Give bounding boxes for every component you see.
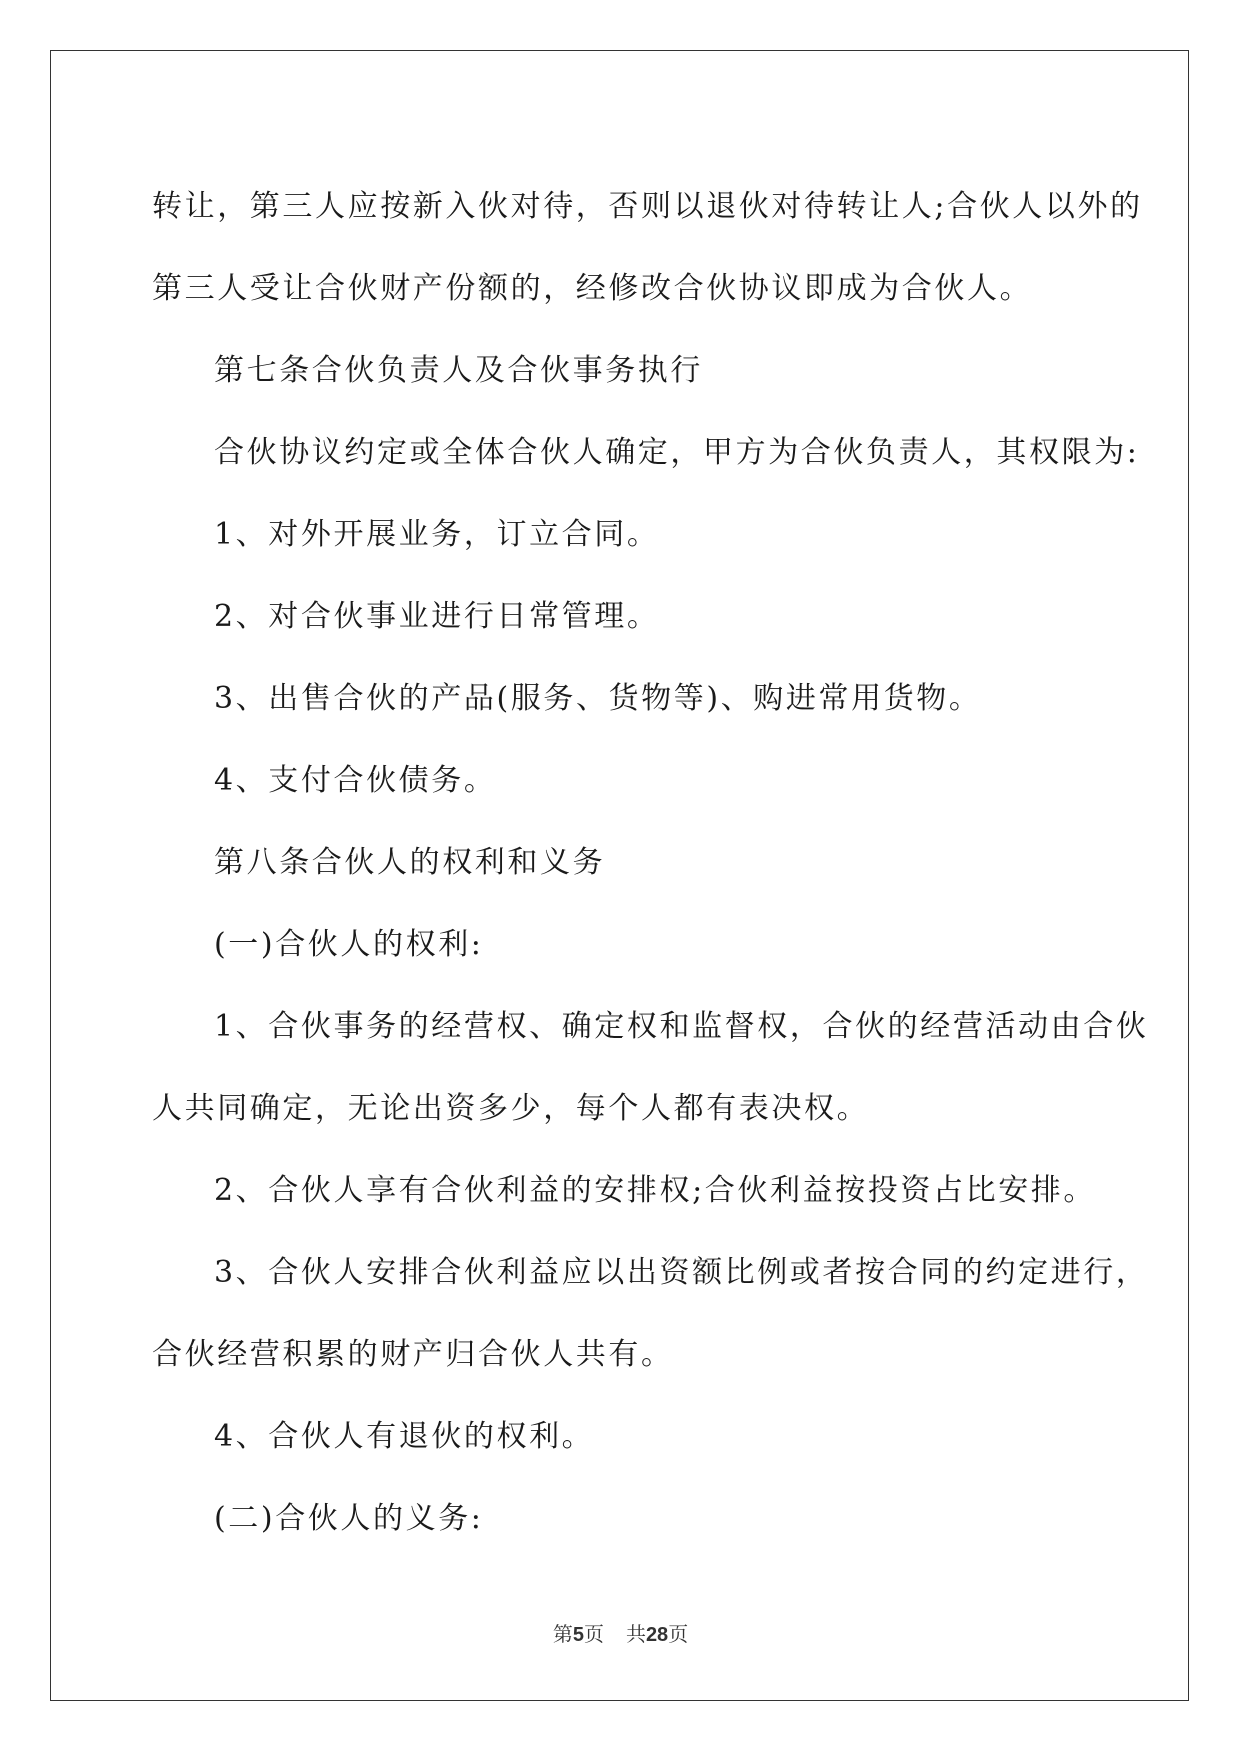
section-heading: 第七条合伙负责人及合伙事务执行 — [214, 353, 703, 388]
list-item: 2、对合伙事业进行日常管理。 — [214, 599, 660, 634]
list-item: 4、合伙人有退伙的权利。 — [214, 1419, 595, 1454]
page-suffix: 页 — [583, 1622, 604, 1646]
list-item: 4、支付合伙债务。 — [214, 763, 497, 798]
list-item: 3、出售合伙的产品(服务、货物等)、购进常用货物。 — [214, 681, 982, 716]
page-footer — [0, 1618, 1241, 1647]
paragraph-line: 转让，第三人应按新入伙对待，否则以退伙对待转让人;合伙人以外的 — [152, 189, 1143, 224]
subsection-heading: (二)合伙人的义务: — [214, 1501, 484, 1536]
section-heading: 第八条合伙人的权利和义务 — [214, 845, 606, 880]
paragraph-line: 人共同确定，无论出资多少，每个人都有表决权。 — [152, 1091, 870, 1126]
total-suffix: 页 — [668, 1622, 689, 1646]
total-prefix: 共 — [625, 1622, 646, 1646]
total-pages: 28 — [645, 1624, 669, 1646]
list-item: 1、合伙事务的经营权、确定权和监督权，合伙的经营活动由合伙 — [214, 1009, 1149, 1044]
page-number: 5 — [572, 1624, 584, 1646]
list-item: 3、合伙人安排合伙利益应以出资额比例或者按合同的约定进行， — [214, 1255, 1149, 1290]
document-body — [152, 166, 1149, 1560]
list-item: 2、合伙人享有合伙利益的安排权;合伙利益按投资占比安排。 — [214, 1173, 1096, 1208]
list-item: 1、对外开展业务，订立合同。 — [214, 517, 660, 552]
paragraph-line: 第三人受让合伙财产份额的，经修改合伙协议即成为合伙人。 — [152, 271, 1033, 306]
paragraph-line: 合伙协议约定或全体合伙人确定，甲方为合伙负责人，其权限为: — [214, 435, 1140, 470]
subsection-heading: (一)合伙人的权利: — [214, 927, 484, 962]
paragraph-line: 合伙经营积累的财产归合伙人共有。 — [152, 1337, 674, 1372]
page-prefix: 第 — [552, 1622, 573, 1646]
